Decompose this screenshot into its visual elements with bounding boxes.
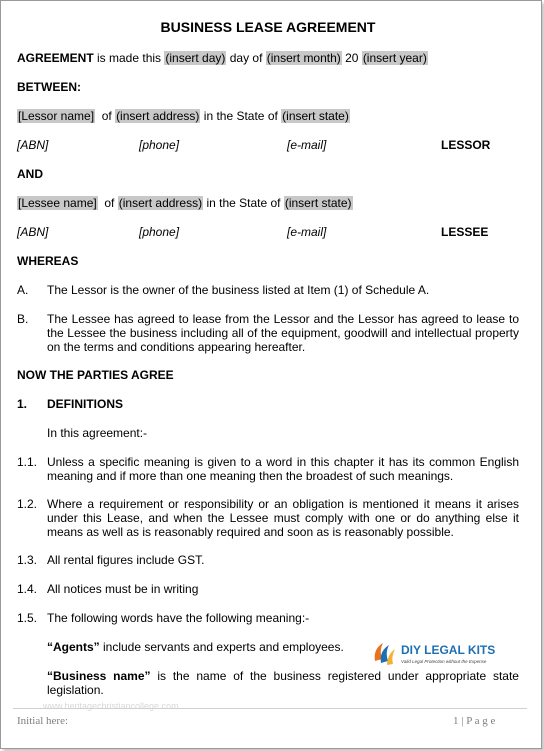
lessee-line xyxy=(17,196,353,210)
lessor-phone-field[interactable]: [phone] xyxy=(139,138,180,152)
month-field[interactable]: (insert month) xyxy=(266,51,341,65)
footer-divider xyxy=(13,708,527,709)
clause-text: Unless a specific meaning is given to a word in this chapter it has its common English meaning and if more than one meaning then the broadest of such meanings. xyxy=(47,455,519,483)
clause-number: 1.5. xyxy=(17,611,38,625)
lessee-address-field[interactable]: (insert address) xyxy=(118,196,203,210)
lessor-role: LESSOR xyxy=(441,138,491,152)
lessee-text-2: in the State of xyxy=(203,196,284,210)
logo-mark-icon xyxy=(371,637,521,671)
initial-here-label: Initial here: xyxy=(17,715,69,727)
clause-text: All rental figures include GST. xyxy=(47,553,205,567)
lessor-line xyxy=(17,109,350,123)
clause-text: All notices must be in writing xyxy=(47,582,199,596)
agreement-text-3: 20 xyxy=(341,51,362,65)
lessee-role: LESSEE xyxy=(441,225,489,239)
lessee-state-field[interactable]: (insert state) xyxy=(284,196,352,210)
agreement-text-1: is made this xyxy=(93,51,165,65)
lessor-address-field[interactable]: (insert address) xyxy=(116,109,200,123)
diy-legal-kits-logo xyxy=(371,637,521,671)
logo-text: DIY LEGAL KITS xyxy=(401,643,496,657)
document-title: BUSINESS LEASE AGREEMENT xyxy=(160,19,376,35)
agreement-label: AGREEMENT xyxy=(17,51,94,65)
section-intro: In this agreement:- xyxy=(47,426,148,440)
whereas-heading: WHEREAS xyxy=(17,254,79,268)
between-heading: BETWEEN: xyxy=(17,80,81,94)
clause-number: 1.4. xyxy=(17,582,38,596)
watermark: www.heritagechristiancollege.com xyxy=(43,701,179,711)
lessee-phone-field[interactable]: [phone] xyxy=(139,225,180,239)
recital-number: A. xyxy=(17,283,29,297)
lessor-email-field[interactable]: [e-mail] xyxy=(287,138,327,152)
clause-number: 1.3. xyxy=(17,553,38,567)
lessee-email-field[interactable]: [e-mail] xyxy=(287,225,327,239)
lessor-text-1: of xyxy=(95,109,116,123)
page-number: 1 | P a g e xyxy=(453,715,496,727)
definition-term: “Business name” xyxy=(47,669,151,683)
definition-term: “Agents” xyxy=(47,640,100,654)
clause-text: The following words have the following meaning:- xyxy=(47,611,310,625)
lessee-abn-field[interactable]: [ABN] xyxy=(17,225,49,239)
lessee-name-field[interactable]: [Lessee name] xyxy=(18,196,97,210)
recital-number: B. xyxy=(17,312,29,326)
parties-agree-heading: NOW THE PARTIES AGREE xyxy=(17,368,174,382)
section-number: 1. xyxy=(17,397,28,411)
lessor-name-field[interactable]: [Lessor name] xyxy=(18,109,95,123)
lessor-state-field[interactable]: (insert state) xyxy=(282,109,349,123)
agreement-text-2: day of xyxy=(226,51,266,65)
section-title: DEFINITIONS xyxy=(47,397,124,411)
and-heading: AND xyxy=(17,167,43,181)
recital-text: The Lessee has agreed to lease from the Lessor and the Lessor has agreed to lease to the Lessee the business including all of the equipment, goodwill and intellectual property on the terms and conditions appearing hereafter. xyxy=(47,312,519,354)
day-field[interactable]: (insert day) xyxy=(165,51,226,65)
definition-text: include servants and experts and employees. xyxy=(99,640,344,654)
definition-agents xyxy=(47,640,357,654)
clause-number: 1.2. xyxy=(17,497,38,511)
definition-text: is the name of the business registered under appropriate state legislation. xyxy=(47,669,519,697)
agreement-line xyxy=(17,51,428,65)
recital-text: The Lessor is the owner of the business listed at Item (1) of Schedule A. xyxy=(47,283,430,297)
definition-business-name xyxy=(47,669,519,697)
clause-text: Where a requirement or responsibility or an obligation is mentioned it means it arises under this Lease, and when the Lessee must comply with one or do anything else it means as well as is reasonably required and soon as is reasonably possible. xyxy=(47,497,519,539)
lessor-abn-field[interactable]: [ABN] xyxy=(17,138,49,152)
logo-tagline: Valid Legal Protection without the Expense xyxy=(401,659,487,664)
year-field[interactable]: (insert year) xyxy=(362,51,427,65)
lessor-text-2: in the State of xyxy=(200,109,282,123)
lessee-text-1: of xyxy=(97,196,118,210)
clause-number: 1.1. xyxy=(17,455,38,469)
